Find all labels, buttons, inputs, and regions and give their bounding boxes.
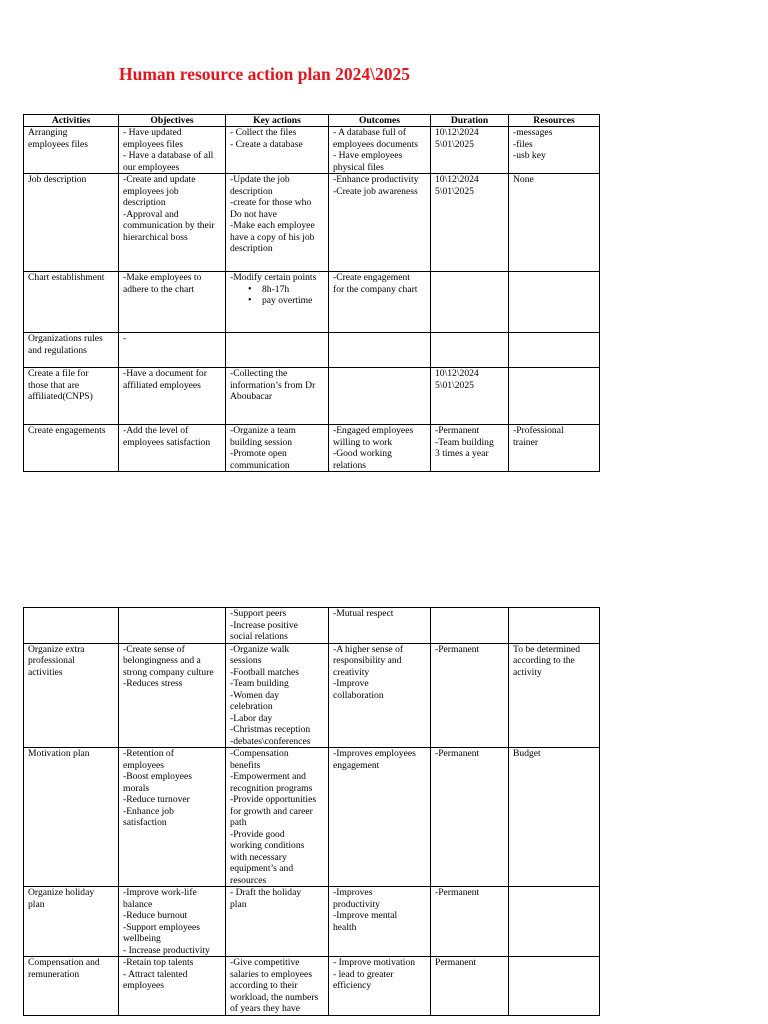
- resources-cell: [509, 887, 600, 957]
- resources-cell: -Professional trainer: [509, 425, 600, 472]
- duration-cell: 10\12\2024 5\01\2025: [431, 174, 509, 272]
- table-row: [24, 608, 600, 644]
- outcomes-cell: [329, 368, 431, 425]
- key-actions-cell: [226, 272, 329, 333]
- key-actions-cell: -Compensation benefits -Empowerment and recognition programs -Provide opportunities for growth and career path -Provide good working conditions with necessary equipment’s and resources: [226, 748, 329, 887]
- table-row: [24, 957, 600, 1016]
- activity-cell: [24, 608, 119, 644]
- resources-cell: To be determined according to the activity: [509, 643, 600, 748]
- objectives-cell: -Have a document for affiliated employees: [119, 368, 226, 425]
- page-title: Human resource action plan 2024\2025: [119, 64, 411, 84]
- key-actions-cell: - Collect the files - Create a database: [226, 127, 329, 174]
- duration-cell: [431, 608, 509, 644]
- key-actions-cell: -Organize walk sessions -Football matches -Team building -Women day celebration -Labor day -Christmas reception -debates\conferences: [226, 643, 329, 748]
- key-actions-cell: -Update the job description -create for those who Do not have -Make each employee have a copy of his job description: [226, 174, 329, 272]
- column-header-activities: Activities: [24, 115, 119, 127]
- key-actions-cell: -Organize a team building session -Promote open communication: [226, 425, 329, 472]
- duration-cell: -Permanent: [431, 887, 509, 957]
- column-header-objectives: Objectives: [119, 115, 226, 127]
- outcomes-cell: -Improves employees engagement: [329, 748, 431, 887]
- resources-cell: -messages -files -usb key: [509, 127, 600, 174]
- duration-cell: 10\12\2024 5\01\2025: [431, 127, 509, 174]
- key-actions-cell: -Give competitive salaries to employees according to their workload, the numbers of years they have: [226, 957, 329, 1016]
- activity-cell: Chart establishment: [24, 272, 119, 333]
- duration-cell: [431, 272, 509, 333]
- table-row: [24, 272, 600, 333]
- objectives-cell: -Make employees to adhere to the chart: [119, 272, 226, 333]
- objectives-cell: -Create sense of belongingness and a strong company culture -Reduces stress: [119, 643, 226, 748]
- activity-cell: Compensation and remuneration: [24, 957, 119, 1016]
- column-header-key-actions: Key actions: [226, 115, 329, 127]
- objectives-cell: [119, 608, 226, 644]
- outcomes-cell: -Engaged employees willing to work -Good working relations: [329, 425, 431, 472]
- key-actions-cell: [226, 333, 329, 368]
- objectives-cell: - Have updated employees files - Have a database of all our employees: [119, 127, 226, 174]
- duration-cell: Permanent: [431, 957, 509, 1016]
- outcomes-cell: -A higher sense of responsibility and creativity -Improve collaboration: [329, 643, 431, 748]
- duration-cell: -Permanent: [431, 643, 509, 748]
- outcomes-cell: -Create engagement for the company chart: [329, 272, 431, 333]
- outcomes-cell: [329, 333, 431, 368]
- activity-cell: Create engagements: [24, 425, 119, 472]
- objectives-cell: -: [119, 333, 226, 368]
- objectives-cell: -Retention of employees -Boost employees morals -Reduce turnover -Enhance job satisfaction: [119, 748, 226, 887]
- duration-cell: [431, 333, 509, 368]
- action-plan-table-continued: [23, 607, 600, 1016]
- key-actions-cell: - Draft the holiday plan: [226, 887, 329, 957]
- resources-cell: [509, 368, 600, 425]
- key-actions-cell: -Support peers -Increase positive social relations: [226, 608, 329, 644]
- column-header-duration: Duration: [431, 115, 509, 127]
- key-action-text: -Modify certain points: [230, 272, 317, 283]
- objectives-cell: -Improve work-life balance -Reduce burnout -Support employees wellbeing - Increase productivity: [119, 887, 226, 957]
- resources-cell: [509, 333, 600, 368]
- duration-cell: -Permanent -Team building 3 times a year: [431, 425, 509, 472]
- outcomes-cell: -Enhance productivity -Create job awareness: [329, 174, 431, 272]
- duration-cell: 10\12\2024 5\01\2025: [431, 368, 509, 425]
- duration-cell: -Permanent: [431, 748, 509, 887]
- outcomes-cell: - Improve motivation - lead to greater efficiency: [329, 957, 431, 1016]
- activity-cell: Motivation plan: [24, 748, 119, 887]
- objectives-cell: -Add the level of employees satisfaction: [119, 425, 226, 472]
- table-row: [24, 174, 600, 272]
- objectives-cell: -Retain top talents - Attract talented employees: [119, 957, 226, 1016]
- key-points-list: [230, 284, 325, 307]
- resources-cell: Budget: [509, 748, 600, 887]
- table-row: [24, 425, 600, 472]
- activity-cell: Organizations rules and regulations: [24, 333, 119, 368]
- table-row: [24, 368, 600, 425]
- activity-cell: Job description: [24, 174, 119, 272]
- resources-cell: [509, 957, 600, 1016]
- key-actions-cell: -Collecting the information’s from Dr Aboubacar: [226, 368, 329, 425]
- header-row: [24, 115, 600, 127]
- outcomes-cell: -Improves productivity -Improve mental health: [329, 887, 431, 957]
- list-item: • pay overtime: [262, 295, 325, 307]
- activity-cell: Organize holiday plan: [24, 887, 119, 957]
- activity-cell: Organize extra professional activities: [24, 643, 119, 748]
- list-item: • 8h-17h: [262, 284, 325, 296]
- table-row: [24, 333, 600, 368]
- table-row: [24, 748, 600, 887]
- table-row: [24, 127, 600, 174]
- activity-cell: Arranging employees files: [24, 127, 119, 174]
- resources-cell: [509, 272, 600, 333]
- objectives-cell: -Create and update employees job description -Approval and communication by their hierarchical boss: [119, 174, 226, 272]
- column-header-resources: Resources: [509, 115, 600, 127]
- activity-cell: Create a file for those that are affiliated(CNPS): [24, 368, 119, 425]
- action-plan-table: [23, 114, 600, 472]
- resources-cell: [509, 608, 600, 644]
- table-row: [24, 643, 600, 748]
- outcomes-cell: -Mutual respect: [329, 608, 431, 644]
- column-header-outcomes: Outcomes: [329, 115, 431, 127]
- table-row: [24, 887, 600, 957]
- outcomes-cell: - A database full of employees documents - Have employees physical files: [329, 127, 431, 174]
- resources-cell: None: [509, 174, 600, 272]
